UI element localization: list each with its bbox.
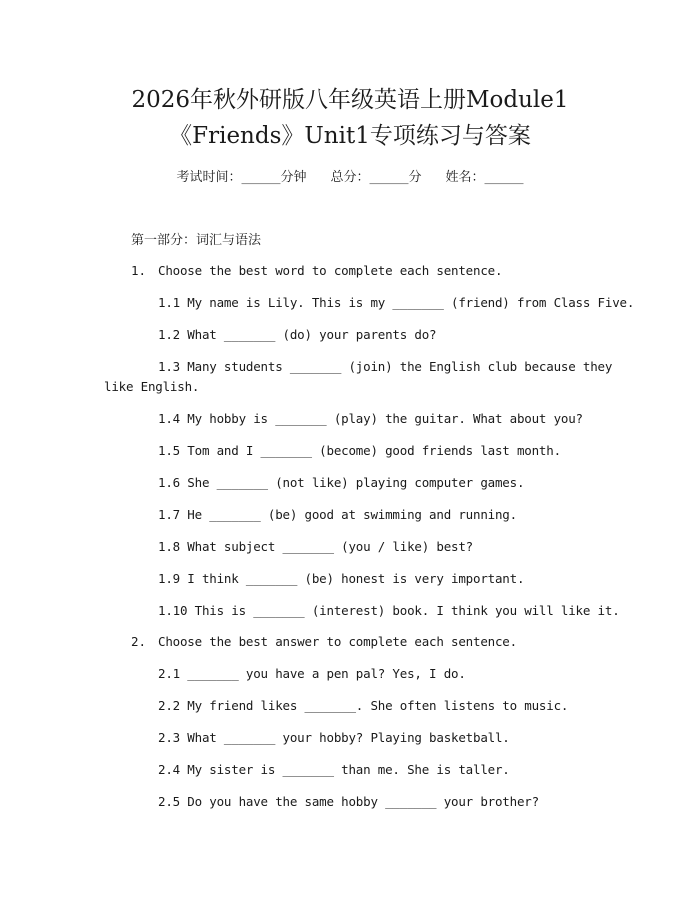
question-number: 2. [131,634,147,649]
exercise-item: 1.7 He _______ (be) good at swimming and running. [158,507,517,522]
question-instruction: Choose the best word to complete each sentence. [158,263,503,278]
exercise-item: 2.2 My friend likes _______. She often listens to music. [158,698,569,713]
exercise-item: 1.8 What subject _______ (you / like) best? [158,539,474,554]
exercise-item: 2.1 _______ you have a pen pal? Yes, I do. [158,666,466,681]
total-score-field: 总分：______分 [330,170,422,185]
exercise-item: 1.1 My name is Lily. This is my _______ (friend) from Class Five. [158,295,635,310]
exercise-item: 2.3 What _______ your hobby? Playing basketball. [158,730,510,745]
exercise-item: 1.9 I think _______ (be) honest is very important. [158,571,525,586]
exercise-item: 1.4 My hobby is _______ (play) the guitar. What about you? [158,411,583,426]
exercise-item: 1.6 She _______ (not like) playing computer games. [158,475,525,490]
document-title-line-2: 《Friends》Unit1专项练习与答案 [169,123,531,149]
exercise-item: 1.2 What _______ (do) your parents do? [158,327,437,342]
student-name-field: 姓名：______ [445,170,524,185]
section-heading: 第一部分：词汇与语法 [131,233,262,248]
exercise-item: 2.4 My sister is _______ than me. She is taller. [158,762,510,777]
question-number: 1. [131,263,147,278]
exercise-item-continuation: like English. [104,379,200,394]
exam-meta [0,169,700,187]
exercise-item: 1.10 This is _______ (interest) book. I think you will like it. [158,603,620,618]
exercise-item: 2.5 Do you have the same hobby _______ your brother? [158,794,539,809]
exercise-item: 1.3 Many students _______ (join) the English club because they [158,359,613,374]
document-title-line-1: 2026年秋外研版八年级英语上册Module1 [131,87,569,113]
exam-time-field: 考试时间：______分钟 [176,170,307,185]
question-instruction: Choose the best answer to complete each sentence. [158,634,517,649]
exercise-item: 1.5 Tom and I _______ (become) good friends last month. [158,443,561,458]
